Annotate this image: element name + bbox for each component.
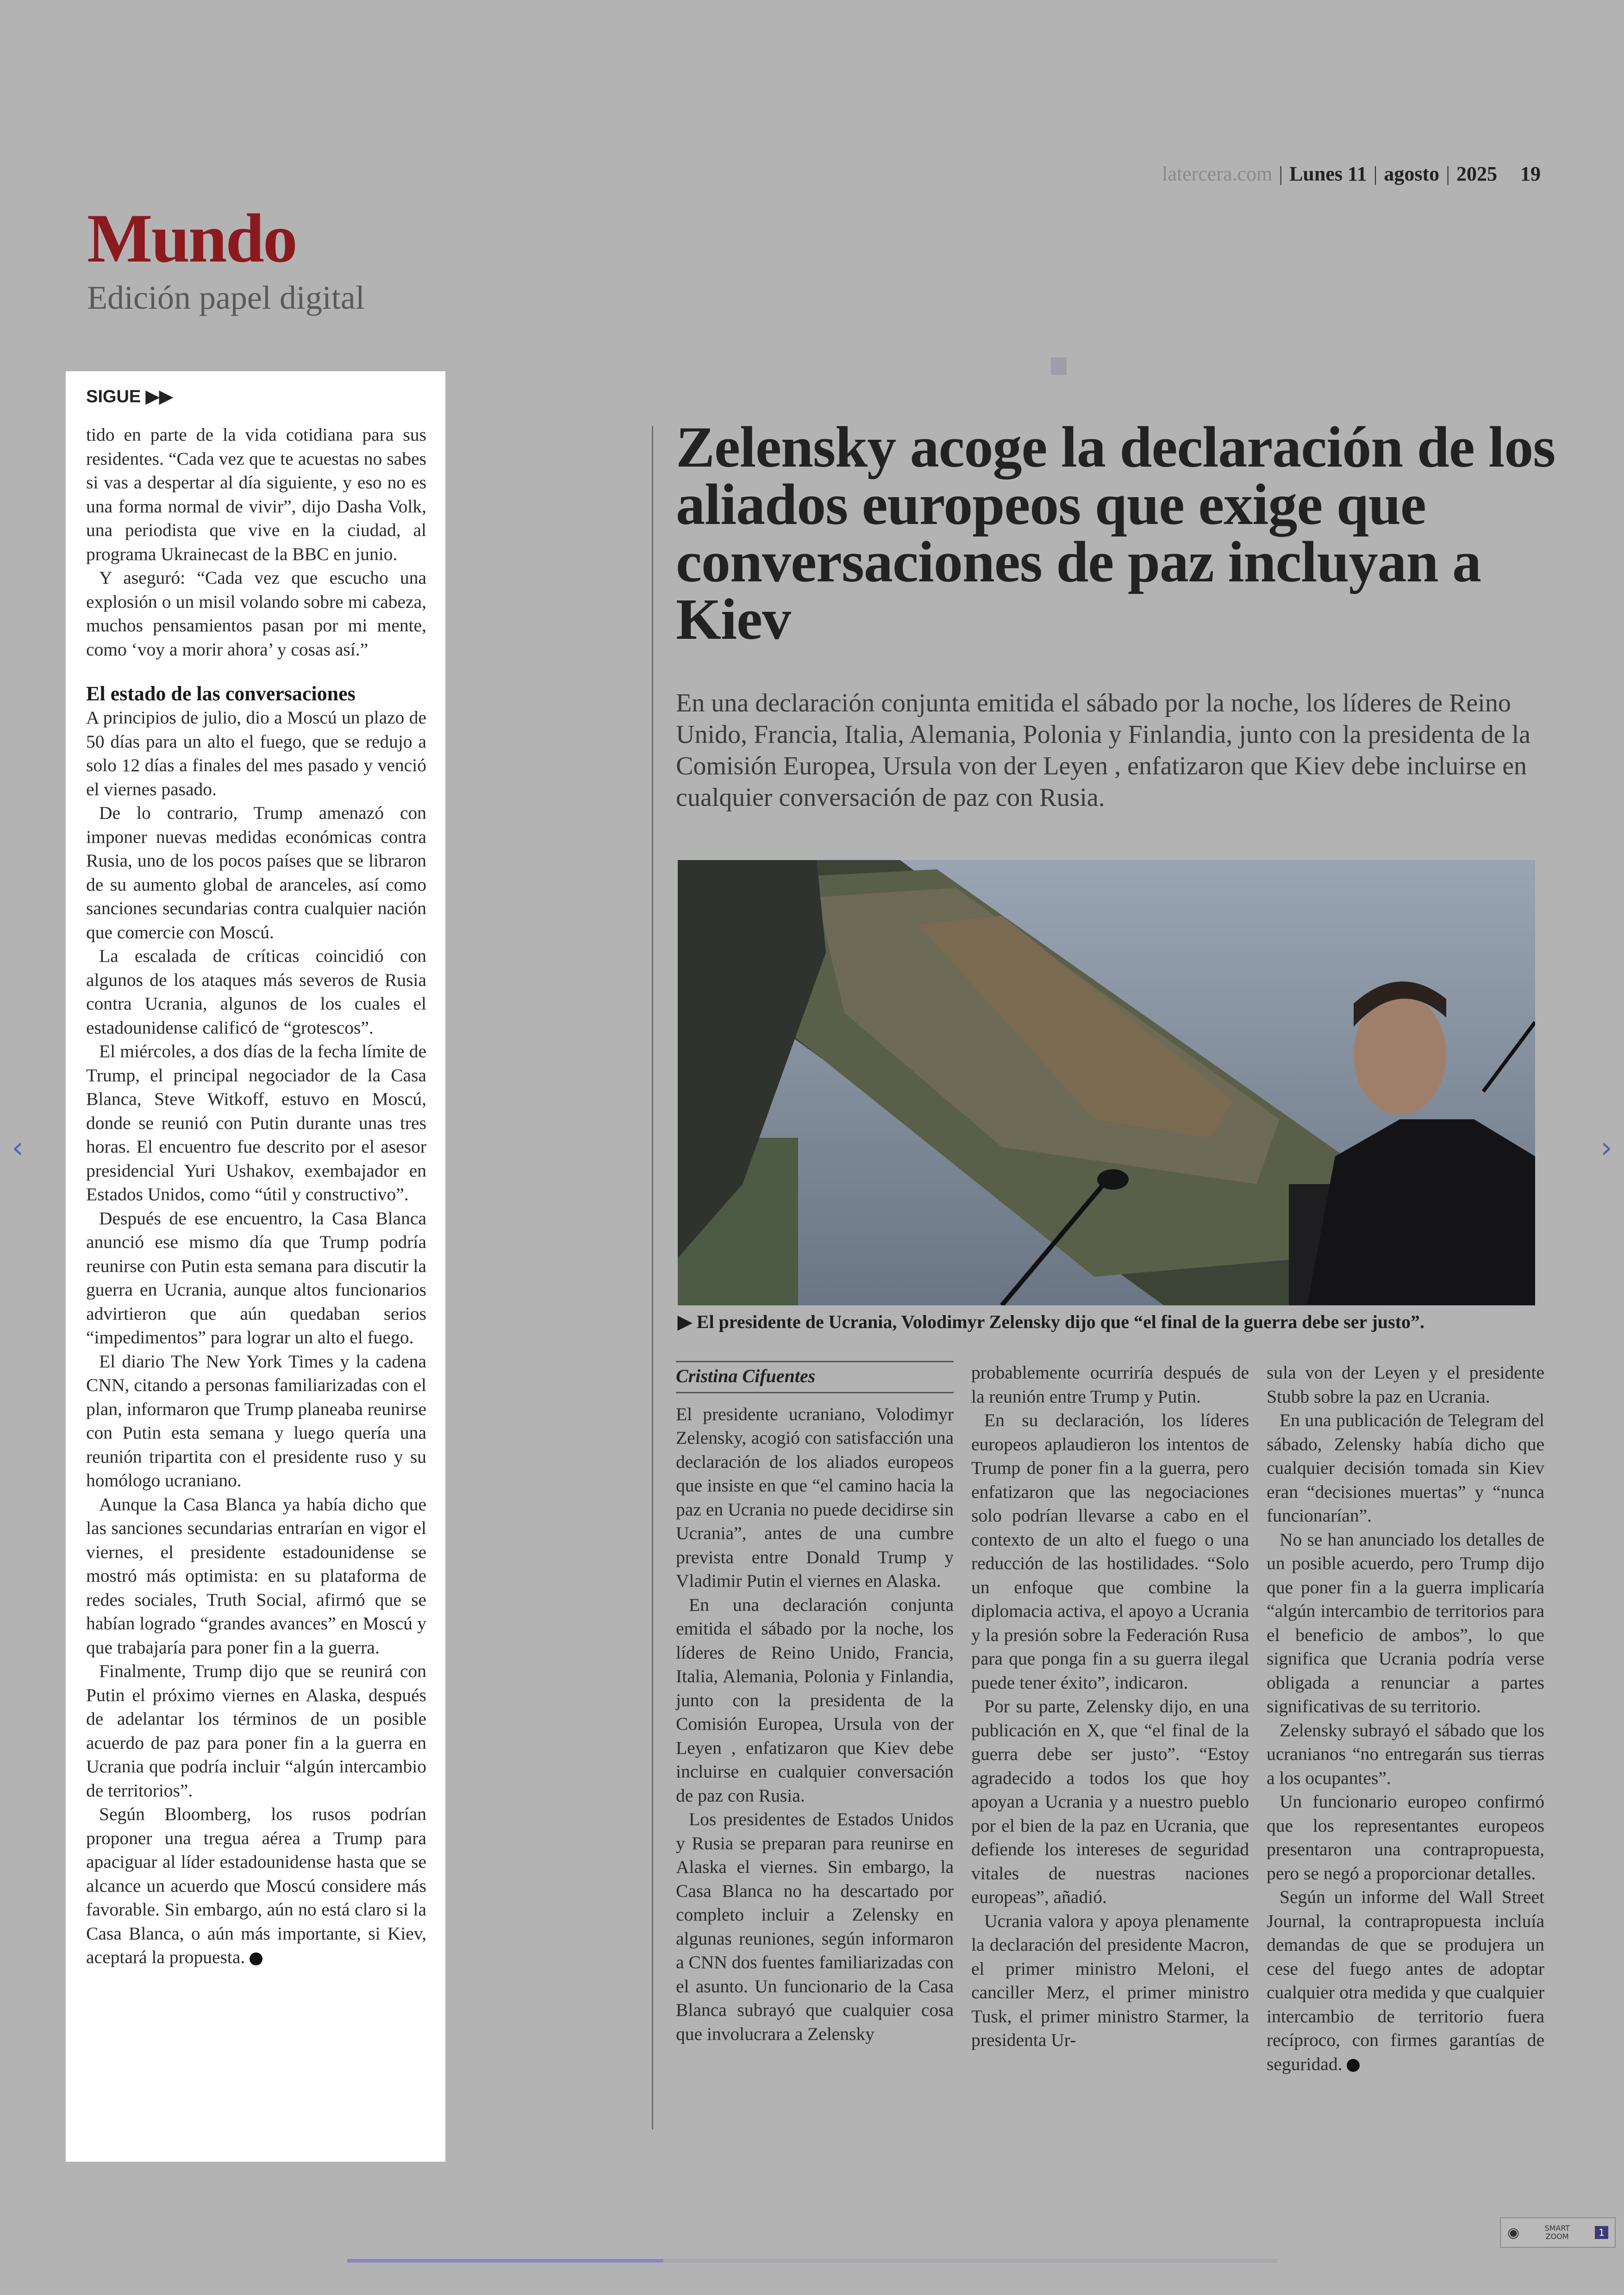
photo-illustration xyxy=(678,860,1535,1305)
smart-zoom-button[interactable] xyxy=(1500,2217,1616,2248)
page-progress-fill xyxy=(347,2259,663,2263)
paragraph: probablemente ocurriría después de la reunión entre Trump y Putin. xyxy=(971,1362,1249,1407)
article-photo xyxy=(678,860,1535,1305)
article-deck: En una declaración conjunta emitida el sábado por la noche, los líderes de Reino Unido, Francia, Italia, Alemania, Polonia y Finlandia, junto con la presidenta de la Comisión Europea, Ursula von der Leyen , enfatizaron que Kiev debe incluirse en cualquier conversación de paz con Rusia. xyxy=(676,689,1530,812)
paragraph: En una publicación de Telegram del sábado, Zelensky había dicho que cualquier decisión tomada sin Kiev eran “decisiones muertas” y “nunca funcionarían”. xyxy=(1267,1410,1544,1526)
paragraph: sula von der Leyen y el presidente Stubb sobre la paz en Ucrania. xyxy=(1267,1362,1544,1407)
smart-zoom-label-line1: SMART xyxy=(1544,2224,1570,2233)
article-column-1 xyxy=(676,1361,954,2046)
folio-year: 2025 xyxy=(1456,162,1497,185)
article-link-marker[interactable] xyxy=(1051,357,1067,375)
paragraph: Los presidentes de Estados Unidos y Rusia se preparan para reunirse en Alaska el viernes. Sin embargo, la Casa Blanca no ha descartado por completo incluir a Zelensky en algunas reuniones, según informaron a CNN dos fuentes familiarizadas con el asunto. Un funcionario de la Casa Blanca subrayó que cualquier cosa que involucrara a Zelensky xyxy=(676,1809,954,2044)
zoom-count-badge: 1 xyxy=(1595,2226,1608,2239)
paragraph-text: Según Bloomberg, los rusos podrían proponer una tregua aérea a Trump para apaciguar al líder estadounidense hasta que se alcance un acuerdo que Moscú considere más favorable. Sin embargo, aún no está claro si la Casa Blanca, o aún más importante, si Kiev, aceptará la propuesta. xyxy=(86,1804,426,1967)
folio-month: agosto xyxy=(1384,162,1440,185)
paragraph: El diario The New York Times y la cadena CNN, citando a personas familiarizadas con el plan, informaron que Trump planeaba reunirse con Putin esta semana y luego quería una reunión tripartita con el presidente ruso y su homólogo ucraniano. xyxy=(86,1351,426,1491)
paragraph: Ucrania valora y apoya plenamente la declaración del presidente Macron, el primer ministro Meloni, el canciller Merz, el primer ministro Tusk, el primer ministro Starmer, la presidenta Ur- xyxy=(971,1910,1249,2050)
paragraph: Por su parte, Zelensky dijo, en una publicación en X, que “el final de la guerra debe ser justo”. “Estoy agradecido a todos los que hoy apoyan a Ucrania y a nuestro pueblo por el bien de la paz en Ucrania, que defiende los intereses de seguridad vitales de nuestras naciones europeas”, añadió. xyxy=(971,1696,1249,1907)
folio-separator: | xyxy=(1446,162,1450,185)
paragraph: Un funcionario europeo confirmó que los representantes europeos presentaron una contrapropuesta, pero se negó a proporcionar detalles. xyxy=(1267,1791,1544,1883)
article-column-3 xyxy=(1267,1361,1544,2076)
paragraph: No se han anunciado los detalles de un posible acuerdo, pero Trump dijo que poner fin a la guerra implicaría “algún intercambio de territorios para el beneficio de ambos”, lo que significa que Ucrania podría verse obligada a renunciar a partes significativas de su territorio. xyxy=(1267,1529,1544,1716)
smart-zoom-label-line2: ZOOM xyxy=(1545,2232,1569,2241)
continuation-column xyxy=(66,371,445,2162)
page-folio xyxy=(1162,162,1541,186)
paragraph: Y aseguró: “Cada vez que escucho una explosión o un misil volando sobre mi cabeza, muchos pensamientos pasan por mi mente, como ‘voy a morir ahora’ y cosas así.” xyxy=(86,568,426,660)
section-subtitle: Edición papel digital xyxy=(87,279,365,316)
previous-page-button[interactable] xyxy=(4,1129,31,1166)
paragraph: El presidente ucraniano, Volodimyr Zelensky, acogió con satisfacción una declaración de los aliados europeos que insiste en que “el camino hacia la paz en Ucrania no puede decidirse sin Ucrania”, antes de una cumbre prevista entre Donald Trump y Vladimir Putin el viernes en Alaska. xyxy=(676,1403,954,1591)
paragraph: Después de ese encuentro, la Casa Blanca anunció ese mismo día que Trump podría reunirse con Putin esta semana para discutir la guerra en Ucrania, aunque altos funcionarios advirtieron que aún quedaban serios “impedimentos” para lograr un alto el fuego. xyxy=(86,1208,426,1347)
paragraph: El miércoles, a dos días de la fecha límite de Trump, el principal negociador de la Casa Blanca, Steve Witkoff, estuvo en Moscú, donde se reunió con Putin durante unas tres horas. El encuentro fue descrito por el asesor presidencial Yuri Ushakov, exembajador en Estados Unidos, como “útil y constructivo”. xyxy=(86,1041,426,1204)
article-column-2 xyxy=(971,1361,1249,2052)
site-name: latercera.com xyxy=(1162,162,1273,185)
column-divider xyxy=(652,426,653,2129)
end-mark-icon xyxy=(250,1952,262,1965)
folio-day: Lunes 11 xyxy=(1289,162,1367,185)
continued-label: SIGUE ▶▶ xyxy=(86,387,173,406)
paragraph: Zelensky subrayó el sábado que los ucranianos “no entregarán sus tierras a los ocupantes”. xyxy=(1267,1720,1544,1788)
continuation-text xyxy=(86,423,426,1970)
paragraph: tido en parte de la vida cotidiana para sus residentes. “Cada vez que te acuestas no sabes si vas a despertar al día siguiente, y eso no es una forma normal de vivir”, dijo Dasha Volk, una periodista que vive en la ciudad, al programa Ukrainecast de la BBC en junio. xyxy=(86,424,426,564)
section-masthead xyxy=(87,200,365,317)
chevron-left-icon: ‹ xyxy=(12,1131,24,1165)
section-title: Mundo xyxy=(87,200,296,277)
paragraph: De lo contrario, Trump amenazó con imponer nuevas medidas económicas contra Rusia, uno de los pocos países que se libraron de su aumento global de aranceles, así como sanciones secundarias contra cualquier nación que comercie con Moscú. xyxy=(86,803,426,942)
article-headline: Zelensky acoge la declaración de los aliados europeos que exige que conversaciones de paz incluyan a Kiev xyxy=(676,415,1555,652)
subheading: El estado de las conversaciones xyxy=(86,682,356,705)
photo-caption: ▶ El presidente de Ucrania, Volodimyr Zelensky dijo que “el final de la guerra debe ser justo”. xyxy=(678,1311,1425,1332)
page-number: 19 xyxy=(1520,162,1541,185)
eye-icon: ◉ xyxy=(1507,2224,1520,2241)
paragraph-final xyxy=(86,1802,426,1970)
folio-separator: | xyxy=(1279,162,1283,185)
paragraph: En una declaración conjunta emitida el sábado por la noche, los líderes de Reino Unido, Francia, Italia, Alemania, Polonia y Finlandia, junto con la presidenta de la Comisión Europea, Ursula von der Leyen , enfatizaron que Kiev debe incluirse en cualquier conversación de paz con Rusia. xyxy=(676,1594,954,1806)
paragraph-text: Según un informe del Wall Street Journal, la contrapropuesta incluía demandas de que se produjera un cese del fuego antes de adoptar cualquier otra medida y que cualquier intercambio de territorio fuera recíproco, con firmes garantías de seguridad. xyxy=(1267,1887,1544,2074)
paragraph: Aunque la Casa Blanca ya había dicho que las sanciones secundarias entrarían en vigor el viernes, el presidente estadounidense se mostró más optimista: en su plataforma de redes sociales, Truth Social, afirmó que se habían logrado “grandes avances” en Moscú y que trabajaría para poner fin a la guerra. xyxy=(86,1494,426,1658)
paragraph: En su declaración, los líderes europeos aplaudieron los intentos de Trump de poner fin a la guerra, pero enfatizaron que las negociaciones solo podrían llevarse a cabo en el contexto de un alto el fuego o una reducción de las hostilidades. “Solo un enfoque que combine la diplomacia activa, el apoyo a Ucrania y la presión sobre la Federación Rusa para que ponga fin a su guerra ilegal puede tener éxito”, indicaron. xyxy=(971,1410,1249,1693)
page-progress-bar[interactable] xyxy=(347,2259,1278,2263)
author-byline: Cristina Cifuentes xyxy=(676,1361,954,1393)
folio-separator: | xyxy=(1373,162,1378,185)
paragraph: A principios de julio, dio a Moscú un plazo de 50 días para un alto el fuego, que se redujo a solo 12 días a finales del mes pasado y venció el viernes pasado. xyxy=(86,707,426,799)
next-page-button[interactable] xyxy=(1593,1129,1620,1166)
smart-zoom-label xyxy=(1544,2224,1570,2241)
paragraph: Finalmente, Trump dijo que se reunirá con Putin el próximo viernes en Alaska, después de adelantar los términos de un posible acuerdo de paz para poner fin a la guerra en Ucrania que podría incluir “algún intercambio de territorios”. xyxy=(86,1661,426,1801)
paragraph-final xyxy=(1267,1885,1544,2076)
chevron-right-icon: › xyxy=(1600,1131,1612,1165)
paragraph: La escalada de críticas coincidió con algunos de los ataques más severos de Rusia contra Ucrania, algunos de los cuales el estadounidense calificó de “grotescos”. xyxy=(86,946,426,1038)
end-mark-icon xyxy=(1347,2059,1360,2072)
